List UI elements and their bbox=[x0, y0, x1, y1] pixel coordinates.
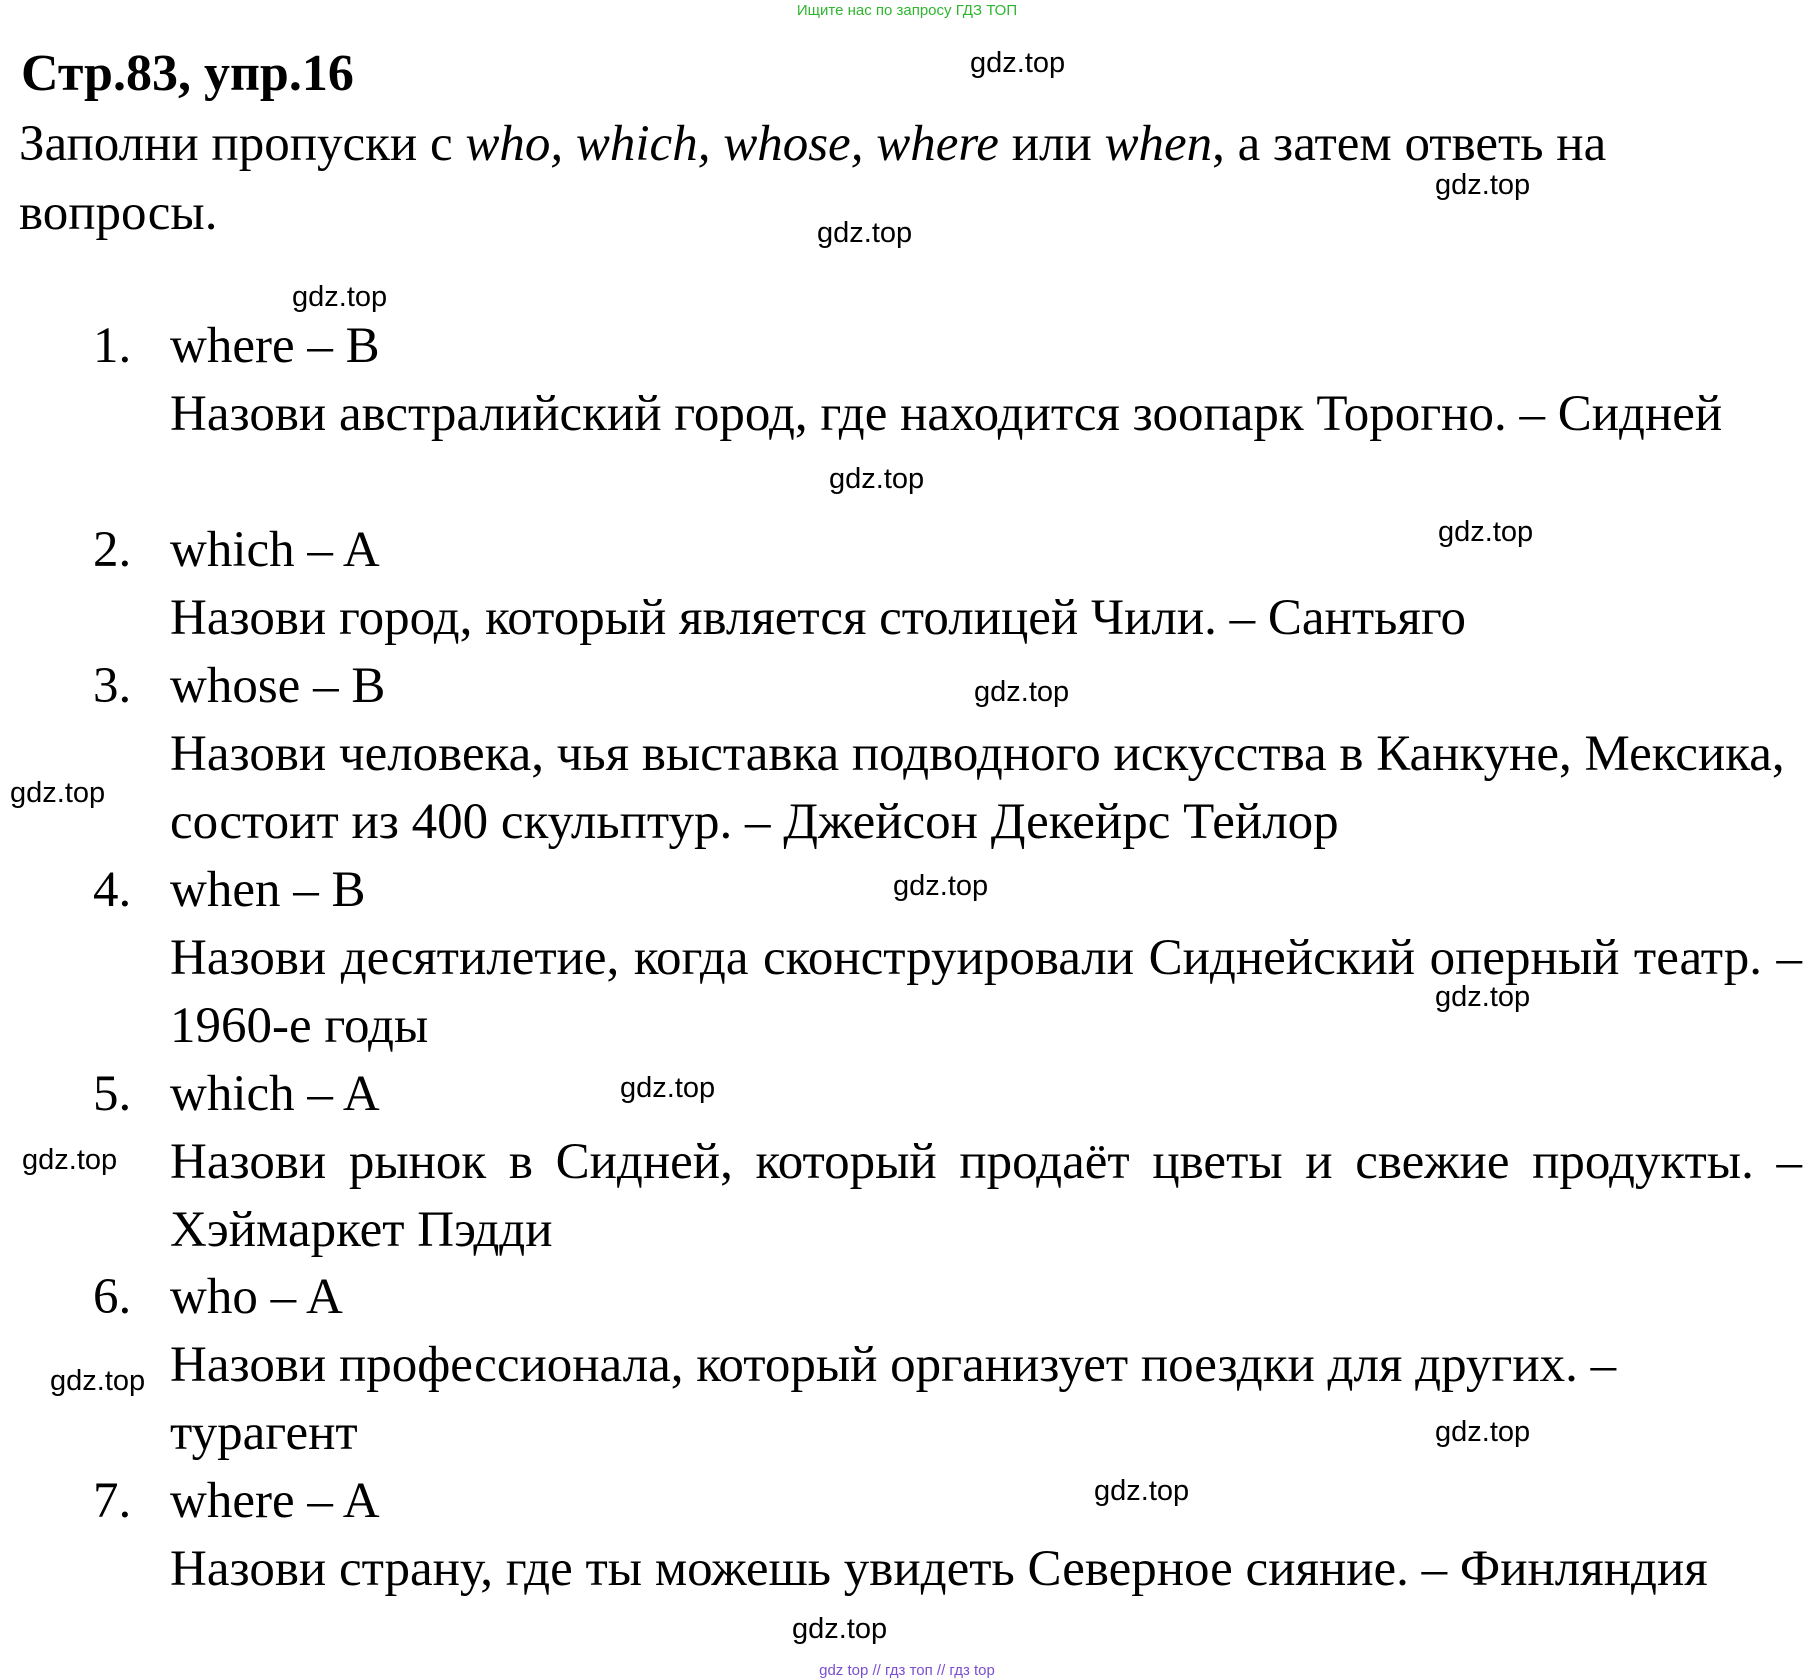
item-number: 4. bbox=[93, 862, 132, 918]
watermark: gdz.top bbox=[292, 281, 388, 313]
instruction-text: Заполни пропуски с bbox=[19, 116, 466, 172]
item-question: Назови страну, где ты можешь увидеть Северное сияние. – Финляндия bbox=[170, 1541, 1708, 1597]
item-number: 2. bbox=[93, 522, 132, 578]
item-number: 3. bbox=[93, 658, 132, 714]
watermark: gdz.top bbox=[974, 676, 1070, 708]
bottom-banner: gdz top // гдз топ // гдз top bbox=[819, 1662, 995, 1679]
watermark: gdz.top bbox=[22, 1144, 118, 1176]
item-answer-key: whose – B bbox=[170, 658, 386, 714]
watermark: gdz.top bbox=[10, 777, 106, 809]
watermark: gdz.top bbox=[50, 1365, 146, 1397]
item-answer-key: which – A bbox=[170, 1066, 380, 1122]
instruction-text: , а затем ответь на вопросы. bbox=[19, 116, 1607, 241]
watermark: gdz.top bbox=[829, 463, 925, 495]
item-number: 7. bbox=[93, 1473, 132, 1529]
item-answer-key: where – B bbox=[170, 318, 380, 374]
watermark: gdz.top bbox=[1435, 169, 1531, 201]
item-answer-key: when – B bbox=[170, 862, 366, 918]
page-title: Стр.83, упр.16 bbox=[21, 45, 354, 102]
item-question: Назови рынок в Сидней, который продаёт цветы и свежие продукты. – Хэймаркет Пэдди bbox=[170, 1134, 1802, 1258]
watermark: gdz.top bbox=[817, 217, 913, 249]
item-number: 5. bbox=[93, 1066, 132, 1122]
watermark: gdz.top bbox=[620, 1072, 716, 1104]
item-answer-key: which – A bbox=[170, 522, 380, 578]
watermark: gdz.top bbox=[1438, 516, 1534, 548]
instruction-italic-when: when bbox=[1104, 116, 1213, 172]
item-question: Назови профессионала, который организует поездки для других. – турагент bbox=[170, 1337, 1617, 1461]
watermark: gdz.top bbox=[970, 47, 1066, 79]
item-question: Назови человека, чья выставка подводного искусства в Канкуне, Мексика, состоит из 400 скульптур. – Джейсон Декейрс Тейлор bbox=[170, 726, 1785, 850]
item-number: 6. bbox=[93, 1269, 132, 1325]
item-question: Назови город, который является столицей Чили. – Сантьяго bbox=[170, 590, 1466, 646]
top-banner: Ищите нас по запросу ГДЗ ТОП bbox=[796, 2, 1018, 19]
item-question: Назови десятилетие, когда сконструировали Сиднейский оперный театр. – 1960-е годы bbox=[170, 930, 1802, 1054]
instruction-italic-words: who, which, whose, where bbox=[465, 116, 999, 172]
watermark: gdz.top bbox=[893, 870, 989, 902]
watermark: gdz.top bbox=[1094, 1475, 1190, 1507]
item-answer-key: where – A bbox=[170, 1473, 380, 1529]
watermark: gdz.top bbox=[1435, 1416, 1531, 1448]
item-number: 1. bbox=[93, 318, 132, 374]
item-question: Назови австралийский город, где находится зоопарк Торогно. – Сидней bbox=[170, 386, 1723, 442]
item-answer-key: who – A bbox=[170, 1269, 343, 1325]
watermark: gdz.top bbox=[1435, 981, 1531, 1013]
instruction-text: или bbox=[998, 116, 1105, 172]
watermark: gdz.top bbox=[792, 1613, 888, 1645]
